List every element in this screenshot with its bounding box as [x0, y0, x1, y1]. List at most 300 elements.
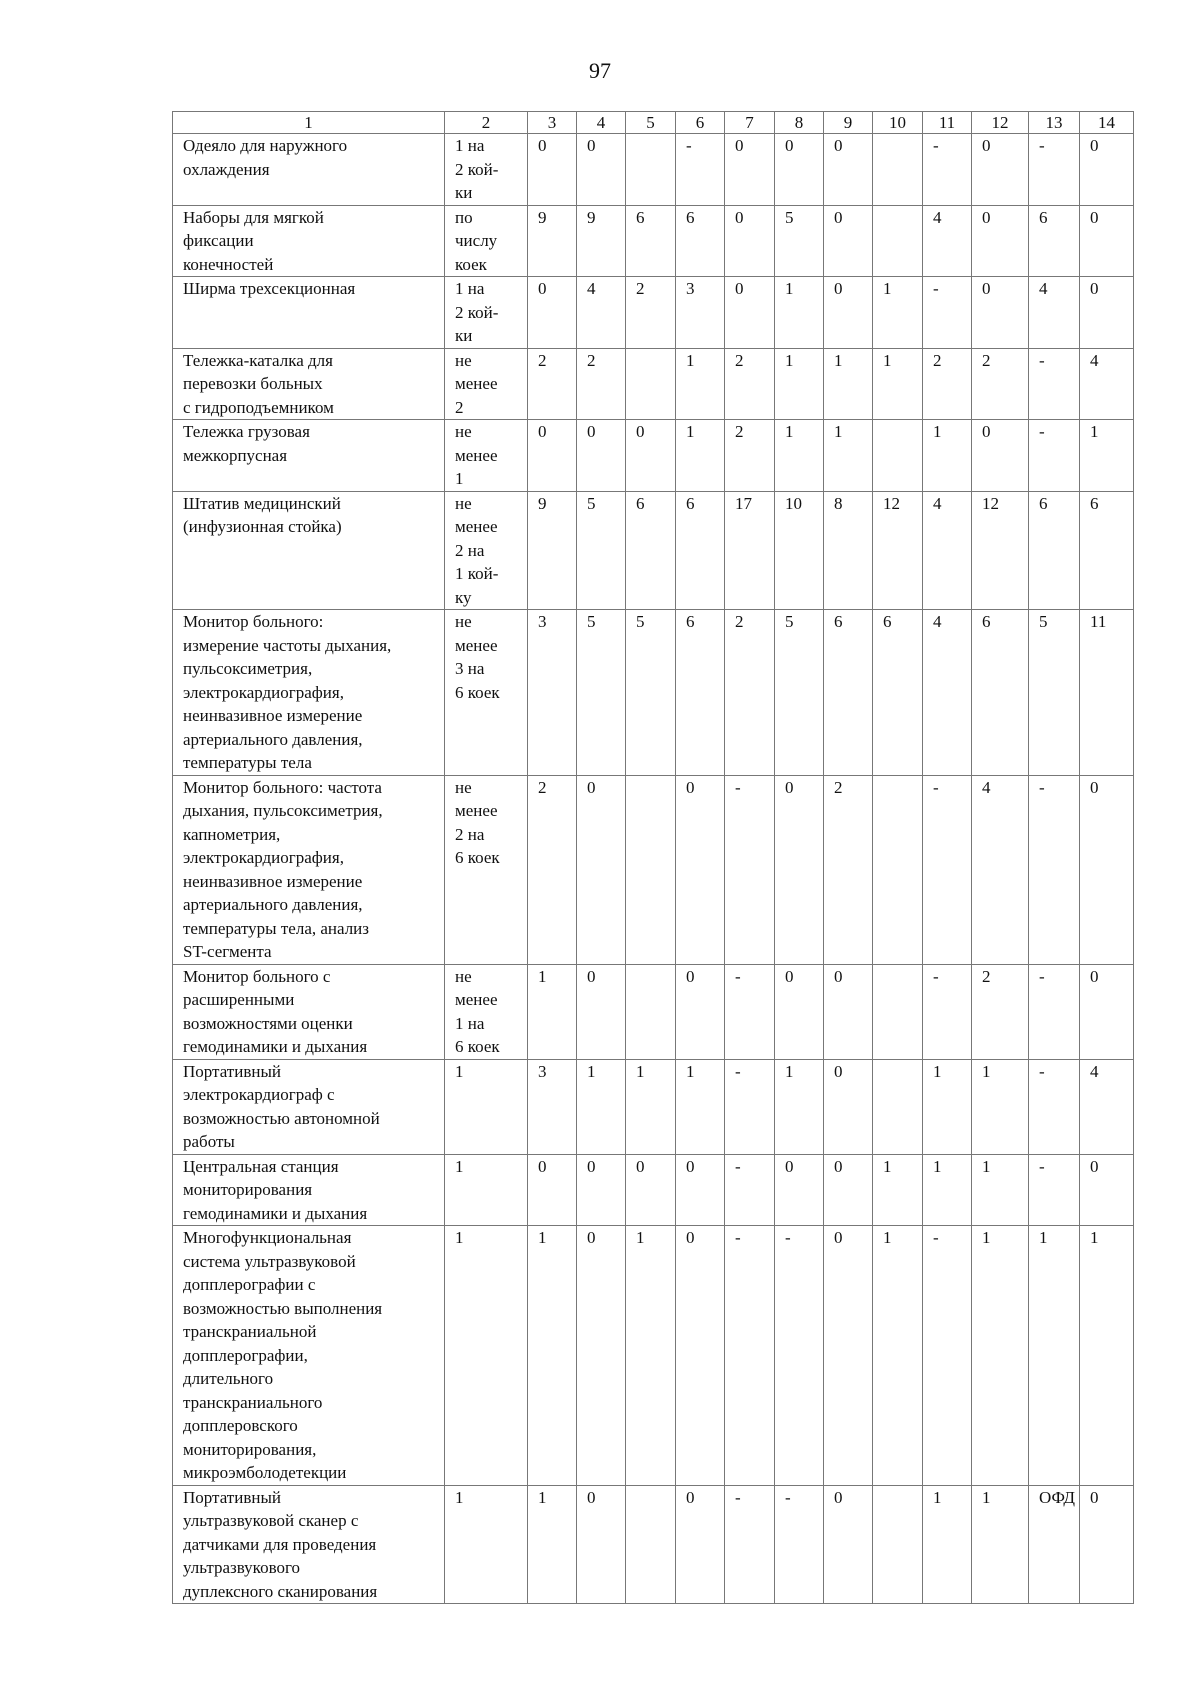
value-cell-col-13: 1: [1029, 1226, 1080, 1486]
quantity-norm-line: не: [455, 612, 472, 631]
quantity-norm-line: 2 кой-: [455, 302, 499, 322]
value-cell-col-8: 1: [775, 277, 824, 349]
value-cell-col-6: 0: [676, 964, 725, 1059]
equipment-name-cell: [173, 420, 445, 492]
value-cell-col-8: 0: [775, 775, 824, 964]
quantity-norm-cell: [445, 1226, 528, 1486]
value-cell-col-7: -: [725, 1059, 775, 1154]
value-cell-col-12: 1: [972, 1154, 1029, 1226]
value-cell-col-5: 6: [626, 205, 676, 277]
equipment-name-line: Центральная станция: [183, 1156, 339, 1176]
page-number: 97: [589, 58, 611, 83]
equipment-name-line: Штатив медицинский: [183, 493, 341, 513]
value-cell-col-13: 6: [1029, 491, 1080, 610]
value-cell-col-6: 1: [676, 1059, 725, 1154]
value-cell-col-9: 0: [824, 964, 873, 1059]
value-cell-col-10: 1: [873, 1226, 923, 1486]
quantity-norm-line: менее: [455, 374, 498, 393]
equipment-name-line: измерение частоты дыхания,: [183, 635, 392, 655]
value-cell-col-5: [626, 348, 676, 420]
value-cell-col-8: 1: [775, 1059, 824, 1154]
quantity-norm-line: не: [455, 422, 472, 441]
value-cell-col-9: 1: [824, 348, 873, 420]
value-cell-col-10: [873, 205, 923, 277]
value-cell-col-6: -: [676, 134, 725, 206]
value-cell-col-12: 12: [972, 491, 1029, 610]
value-cell-col-11: -: [923, 964, 972, 1059]
quantity-norm-line: менее: [455, 635, 498, 655]
quantity-norm-cell: [445, 420, 528, 492]
quantity-norm-cell: [445, 205, 528, 277]
value-cell-col-3: 2: [528, 775, 577, 964]
value-cell-col-6: 1: [676, 348, 725, 420]
value-cell-col-13: -: [1029, 1059, 1080, 1154]
equipment-name-line: допплерографии с: [183, 1275, 316, 1294]
value-cell-col-5: 6: [626, 491, 676, 610]
quantity-norm-line: 6 коек: [455, 848, 500, 867]
value-cell-col-13: -: [1029, 134, 1080, 206]
quantity-norm-line: 2: [455, 397, 464, 417]
table-row: [173, 491, 1134, 610]
value-cell-col-4: 0: [577, 420, 626, 492]
value-cell-col-10: 1: [873, 277, 923, 349]
value-cell-col-8: -: [775, 1226, 824, 1486]
table-row: [173, 775, 1134, 964]
equipment-name-line: артериального давления,: [183, 729, 363, 749]
value-cell-col-8: 0: [775, 964, 824, 1059]
equipment-name-line: Монитор больного с: [183, 966, 331, 986]
value-cell-col-3: 3: [528, 1059, 577, 1154]
equipment-name-cell: [173, 775, 445, 964]
quantity-norm-cell: [445, 134, 528, 206]
equipment-name-line: электрокардиограф с: [183, 1085, 335, 1104]
value-cell-col-14: 0: [1080, 277, 1134, 349]
value-cell-col-9: 1: [824, 420, 873, 492]
equipment-name-cell: [173, 1059, 445, 1154]
value-cell-col-14: 0: [1080, 1154, 1134, 1226]
col-header-7: 7: [725, 112, 775, 134]
value-cell-col-13: 5: [1029, 610, 1080, 776]
value-cell-col-11: 4: [923, 491, 972, 610]
equipment-name-line: конечностей: [183, 254, 274, 274]
quantity-norm-line: не: [455, 350, 472, 370]
value-cell-col-5: [626, 775, 676, 964]
table-header-row: [173, 112, 1134, 134]
table-row: [173, 420, 1134, 492]
col-header-4: 4: [577, 112, 626, 134]
quantity-norm-line: 6 коек: [455, 1037, 500, 1056]
value-cell-col-11: 2: [923, 348, 972, 420]
col-header-1: 1: [173, 112, 445, 134]
equipment-name-line: капнометрия,: [183, 824, 281, 844]
col-header-9: 9: [824, 112, 873, 134]
equipment-name-line: ультразвуковой сканер с: [183, 1511, 359, 1530]
equipment-name-line: работы: [183, 1132, 235, 1151]
quantity-norm-line: 1: [455, 469, 464, 488]
value-cell-col-14: 11: [1080, 610, 1134, 776]
equipment-name-line: мониторирования: [183, 1180, 313, 1199]
equipment-name-line: перевозки больных: [183, 374, 323, 393]
value-cell-col-11: -: [923, 134, 972, 206]
value-cell-col-12: 0: [972, 134, 1029, 206]
quantity-norm-line: менее: [455, 801, 498, 820]
value-cell-col-9: 0: [824, 134, 873, 206]
value-cell-col-7: 17: [725, 491, 775, 610]
quantity-norm-line: ку: [455, 587, 472, 607]
quantity-norm-line: менее: [455, 517, 498, 536]
equipment-name-line: неинвазивное измерение: [183, 871, 363, 891]
table-row: [173, 348, 1134, 420]
value-cell-col-9: 2: [824, 775, 873, 964]
value-cell-col-8: 1: [775, 420, 824, 492]
value-cell-col-5: 5: [626, 610, 676, 776]
quantity-norm-line: менее: [455, 445, 498, 465]
value-cell-col-6: 0: [676, 1226, 725, 1486]
equipment-name-line: допплеровского: [183, 1416, 298, 1435]
value-cell-col-13: -: [1029, 1154, 1080, 1226]
quantity-norm-line: 6 коек: [455, 682, 500, 702]
col-header-12: 12: [972, 112, 1029, 134]
equipment-name-line: датчиками для проведения: [183, 1534, 377, 1554]
value-cell-col-10: [873, 134, 923, 206]
value-cell-col-11: 4: [923, 205, 972, 277]
value-cell-col-9: 0: [824, 1226, 873, 1486]
value-cell-col-12: 1: [972, 1226, 1029, 1486]
quantity-norm-cell: [445, 1154, 528, 1226]
quantity-norm-line: не: [455, 777, 472, 797]
equipment-name-line: электрокардиография,: [183, 682, 344, 702]
quantity-norm-line: 1 на: [455, 1013, 485, 1033]
value-cell-col-4: 0: [577, 1226, 626, 1486]
equipment-name-cell: [173, 610, 445, 776]
quantity-norm-line: 1: [455, 1487, 464, 1507]
equipment-name-cell: [173, 1226, 445, 1486]
value-cell-col-6: 3: [676, 277, 725, 349]
value-cell-col-13: 6: [1029, 205, 1080, 277]
quantity-norm-cell: [445, 1059, 528, 1154]
equipment-name-line: гемодинамики и дыхания: [183, 1203, 368, 1223]
value-cell-col-14: 4: [1080, 1059, 1134, 1154]
value-cell-col-14: 0: [1080, 134, 1134, 206]
value-cell-col-4: 0: [577, 775, 626, 964]
table-row: [173, 1154, 1134, 1226]
col-header-13: 13: [1029, 112, 1080, 134]
quantity-norm-cell: [445, 610, 528, 776]
equipment-name-line: Портативный: [183, 1487, 281, 1507]
equipment-name-line: возможностью выполнения: [183, 1298, 383, 1318]
equipment-name-line: артериального давления,: [183, 895, 363, 914]
value-cell-col-11: 1: [923, 1154, 972, 1226]
value-cell-col-12: 1: [972, 1485, 1029, 1604]
value-cell-col-13: ОФД: [1029, 1485, 1080, 1604]
equipment-name-line: длительного: [183, 1369, 274, 1388]
value-cell-col-10: [873, 420, 923, 492]
value-cell-col-3: 0: [528, 277, 577, 349]
equipment-name-line: система ультразвуковой: [183, 1251, 356, 1271]
equipment-name-line: гемодинамики и дыхания: [183, 1037, 368, 1056]
value-cell-col-4: 1: [577, 1059, 626, 1154]
quantity-norm-cell: [445, 775, 528, 964]
value-cell-col-7: 0: [725, 134, 775, 206]
equipment-name-cell: [173, 205, 445, 277]
value-cell-col-5: 2: [626, 277, 676, 349]
value-cell-col-3: 9: [528, 205, 577, 277]
value-cell-col-3: 3: [528, 610, 577, 776]
value-cell-col-8: 10: [775, 491, 824, 610]
equipment-name-line: фиксации: [183, 231, 254, 250]
value-cell-col-10: [873, 964, 923, 1059]
equipment-name-line: Портативный: [183, 1061, 281, 1081]
equipment-name-cell: [173, 277, 445, 349]
equipment-name-line: ультразвукового: [183, 1558, 301, 1577]
equipment-name-line: допплерографии,: [183, 1345, 308, 1365]
equipment-name-line: Одеяло для наружного: [183, 136, 348, 155]
quantity-norm-line: 2 на: [455, 540, 485, 560]
value-cell-col-10: 6: [873, 610, 923, 776]
value-cell-col-14: 0: [1080, 205, 1134, 277]
value-cell-col-14: 0: [1080, 964, 1134, 1059]
quantity-norm-line: не: [455, 493, 472, 513]
table-row: [173, 1485, 1134, 1604]
quantity-norm-line: числу: [455, 231, 498, 250]
value-cell-col-12: 1: [972, 1059, 1029, 1154]
value-cell-col-8: 1: [775, 348, 824, 420]
value-cell-col-4: 0: [577, 1485, 626, 1604]
value-cell-col-13: -: [1029, 775, 1080, 964]
value-cell-col-5: [626, 964, 676, 1059]
value-cell-col-14: 6: [1080, 491, 1134, 610]
value-cell-col-4: 0: [577, 1154, 626, 1226]
value-cell-col-9: 0: [824, 205, 873, 277]
equipment-name-line: электрокардиография,: [183, 848, 344, 867]
value-cell-col-10: [873, 1485, 923, 1604]
col-header-5: 5: [626, 112, 676, 134]
equipment-name-line: мониторирования,: [183, 1439, 317, 1459]
value-cell-col-12: 0: [972, 205, 1029, 277]
equipment-name-cell: [173, 348, 445, 420]
value-cell-col-6: 6: [676, 491, 725, 610]
value-cell-col-11: 1: [923, 1485, 972, 1604]
equipment-table: [172, 111, 1134, 1604]
quantity-norm-line: 1: [455, 1228, 464, 1247]
quantity-norm-line: 1 кой-: [455, 564, 499, 583]
value-cell-col-12: 0: [972, 420, 1029, 492]
value-cell-col-7: -: [725, 775, 775, 964]
value-cell-col-6: 0: [676, 1485, 725, 1604]
table-row: [173, 610, 1134, 776]
value-cell-col-13: -: [1029, 964, 1080, 1059]
equipment-name-line: температуры тела: [183, 753, 312, 772]
value-cell-col-12: 2: [972, 348, 1029, 420]
equipment-name-line: Ширма трехсекционная: [183, 279, 356, 298]
value-cell-col-7: -: [725, 1226, 775, 1486]
value-cell-col-14: 1: [1080, 420, 1134, 492]
table-row: [173, 205, 1134, 277]
value-cell-col-12: 2: [972, 964, 1029, 1059]
value-cell-col-4: 0: [577, 134, 626, 206]
value-cell-col-6: 0: [676, 775, 725, 964]
quantity-norm-line: ки: [455, 326, 473, 345]
value-cell-col-7: 2: [725, 420, 775, 492]
equipment-name-line: микроэмболодетекции: [183, 1463, 347, 1482]
value-cell-col-5: [626, 134, 676, 206]
value-cell-col-11: -: [923, 1226, 972, 1486]
col-header-8: 8: [775, 112, 824, 134]
value-cell-col-14: 1: [1080, 1226, 1134, 1486]
value-cell-col-5: [626, 1485, 676, 1604]
value-cell-col-3: 0: [528, 134, 577, 206]
col-header-10: 10: [873, 112, 923, 134]
equipment-name-cell: [173, 134, 445, 206]
quantity-norm-line: коек: [455, 254, 487, 274]
value-cell-col-6: 1: [676, 420, 725, 492]
value-cell-col-9: 0: [824, 1154, 873, 1226]
value-cell-col-10: 1: [873, 348, 923, 420]
quantity-norm-line: 1 на: [455, 136, 485, 155]
value-cell-col-4: 4: [577, 277, 626, 349]
equipment-name-line: охлаждения: [183, 159, 270, 179]
value-cell-col-11: 1: [923, 420, 972, 492]
table-row: [173, 1059, 1134, 1154]
value-cell-col-3: 1: [528, 1226, 577, 1486]
value-cell-col-11: 1: [923, 1059, 972, 1154]
quantity-norm-line: 1: [455, 1156, 464, 1176]
value-cell-col-4: 9: [577, 205, 626, 277]
value-cell-col-6: 6: [676, 610, 725, 776]
quantity-norm-line: 3 на: [455, 659, 485, 678]
value-cell-col-3: 0: [528, 1154, 577, 1226]
value-cell-col-7: 0: [725, 205, 775, 277]
value-cell-col-4: 5: [577, 491, 626, 610]
equipment-name-line: Тележка грузовая: [183, 422, 310, 441]
value-cell-col-8: 0: [775, 134, 824, 206]
equipment-name-line: (инфузионная стойка): [183, 517, 342, 536]
value-cell-col-11: 4: [923, 610, 972, 776]
value-cell-col-13: -: [1029, 348, 1080, 420]
quantity-norm-cell: [445, 277, 528, 349]
value-cell-col-14: 4: [1080, 348, 1134, 420]
value-cell-col-7: 2: [725, 610, 775, 776]
value-cell-col-3: 1: [528, 1485, 577, 1604]
value-cell-col-9: 0: [824, 1485, 873, 1604]
value-cell-col-5: 1: [626, 1226, 676, 1486]
value-cell-col-4: 0: [577, 964, 626, 1059]
quantity-norm-cell: [445, 491, 528, 610]
value-cell-col-12: 0: [972, 277, 1029, 349]
quantity-norm-line: 2 кой-: [455, 159, 499, 179]
equipment-name-line: с гидроподъемником: [183, 397, 334, 417]
value-cell-col-11: -: [923, 277, 972, 349]
col-header-2: 2: [445, 112, 528, 134]
value-cell-col-13: -: [1029, 420, 1080, 492]
equipment-name-cell: [173, 1154, 445, 1226]
quantity-norm-cell: [445, 348, 528, 420]
value-cell-col-9: 0: [824, 277, 873, 349]
value-cell-col-8: 5: [775, 205, 824, 277]
value-cell-col-5: 1: [626, 1059, 676, 1154]
value-cell-col-11: -: [923, 775, 972, 964]
value-cell-col-9: 8: [824, 491, 873, 610]
quantity-norm-line: не: [455, 966, 472, 986]
equipment-name-line: Тележка-каталка для: [183, 350, 333, 370]
quantity-norm-cell: [445, 1485, 528, 1604]
equipment-name-line: Монитор больного:: [183, 612, 324, 631]
equipment-name-line: пульсоксиметрия,: [183, 659, 313, 678]
equipment-name-line: неинвазивное измерение: [183, 706, 363, 725]
value-cell-col-3: 2: [528, 348, 577, 420]
value-cell-col-5: 0: [626, 1154, 676, 1226]
col-header-3: 3: [528, 112, 577, 134]
value-cell-col-10: 12: [873, 491, 923, 610]
value-cell-col-4: 2: [577, 348, 626, 420]
value-cell-col-12: 6: [972, 610, 1029, 776]
value-cell-col-13: 4: [1029, 277, 1080, 349]
quantity-norm-line: ки: [455, 183, 473, 202]
value-cell-col-7: -: [725, 964, 775, 1059]
value-cell-col-8: 0: [775, 1154, 824, 1226]
equipment-name-line: дыхания, пульсоксиметрия,: [183, 801, 383, 820]
equipment-name-line: Монитор больного: частота: [183, 777, 382, 797]
quantity-norm-line: по: [455, 207, 473, 227]
equipment-name-line: температуры тела, анализ: [183, 918, 369, 938]
equipment-name-line: возможностями оценки: [183, 1013, 353, 1033]
table-body: [173, 112, 1134, 1604]
value-cell-col-10: [873, 1059, 923, 1154]
equipment-name-line: дуплексного сканирования: [183, 1581, 378, 1601]
col-header-14: 14: [1080, 112, 1134, 134]
value-cell-col-9: 0: [824, 1059, 873, 1154]
equipment-name-line: ST-сегмента: [183, 942, 272, 961]
equipment-name-line: расширенными: [183, 990, 295, 1009]
quantity-norm-line: 2 на: [455, 824, 485, 844]
value-cell-col-8: 5: [775, 610, 824, 776]
equipment-name-line: возможностью автономной: [183, 1108, 380, 1128]
quantity-norm-line: 1 на: [455, 279, 485, 298]
quantity-norm-line: менее: [455, 990, 498, 1009]
value-cell-col-14: 0: [1080, 775, 1134, 964]
table-row: [173, 1226, 1134, 1486]
col-header-11: 11: [923, 112, 972, 134]
equipment-name-line: транскраниального: [183, 1392, 323, 1412]
equipment-name-line: межкорпусная: [183, 445, 288, 465]
value-cell-col-5: 0: [626, 420, 676, 492]
value-cell-col-9: 6: [824, 610, 873, 776]
equipment-name-cell: [173, 1485, 445, 1604]
value-cell-col-14: 0: [1080, 1485, 1134, 1604]
value-cell-col-8: -: [775, 1485, 824, 1604]
value-cell-col-3: 9: [528, 491, 577, 610]
value-cell-col-3: 0: [528, 420, 577, 492]
equipment-name-line: транскраниальной: [183, 1322, 317, 1341]
table-row: [173, 964, 1134, 1059]
equipment-name-cell: [173, 491, 445, 610]
table-row: [173, 277, 1134, 349]
value-cell-col-7: -: [725, 1485, 775, 1604]
value-cell-col-6: 0: [676, 1154, 725, 1226]
value-cell-col-7: -: [725, 1154, 775, 1226]
quantity-norm-line: 1: [455, 1061, 464, 1081]
value-cell-col-7: 2: [725, 348, 775, 420]
value-cell-col-4: 5: [577, 610, 626, 776]
equipment-name-line: Многофункциональная: [183, 1228, 352, 1247]
quantity-norm-cell: [445, 964, 528, 1059]
table-row: [173, 134, 1134, 206]
value-cell-col-12: 4: [972, 775, 1029, 964]
equipment-name-cell: [173, 964, 445, 1059]
value-cell-col-3: 1: [528, 964, 577, 1059]
equipment-name-line: Наборы для мягкой: [183, 207, 324, 227]
value-cell-col-7: 0: [725, 277, 775, 349]
